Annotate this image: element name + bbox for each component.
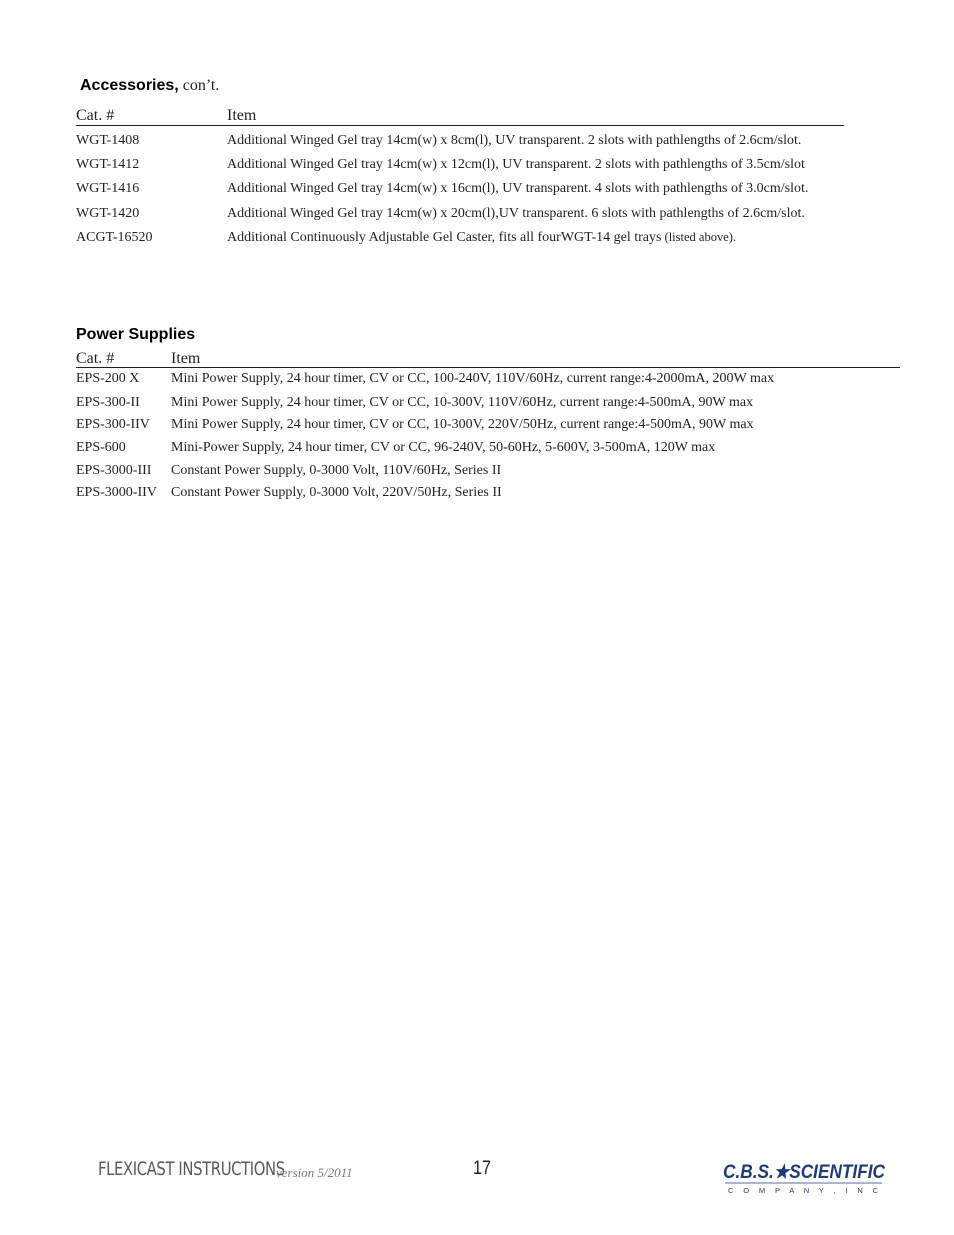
item-description: Additional Winged Gel tray 14cm(w) x 12cm(l), UV transparent. 2 slots with pathlengths of 3.5cm/slot	[227, 157, 805, 172]
accessories-item-header: Item	[227, 107, 257, 124]
item-description: Constant Power Supply, 0-3000 Volt, 220V/50Hz, Series II	[171, 485, 502, 500]
item-description: Mini Power Supply, 24 hour timer, CV or CC, 10-300V, 110V/60Hz, current range:4-500mA, 90W max	[171, 395, 754, 410]
item-description: Additional Winged Gel tray 14cm(w) x 20cm(l),UV transparent. 6 slots with pathlengths of 2.6cm/slot.	[227, 206, 805, 221]
cat-number: WGT-1416	[76, 181, 140, 196]
power-supplies-header-rule	[76, 367, 900, 368]
item-description	[227, 230, 736, 246]
cat-number: WGT-1420	[76, 206, 140, 221]
accessories-heading	[80, 77, 219, 95]
power-supplies-heading: Power Supplies	[76, 326, 196, 343]
cat-number: WGT-1408	[76, 133, 140, 148]
accessories-cat-header: Cat. #	[76, 107, 115, 124]
cat-number: EPS-3000-III	[76, 463, 152, 478]
cat-number: EPS-600	[76, 440, 126, 455]
company-logo	[722, 1158, 886, 1198]
power-supplies-item-header: Item	[171, 350, 201, 367]
page-number: 17	[473, 1158, 491, 1179]
cat-number: ACGT-16520	[76, 230, 153, 245]
footer-version: version 5/2011	[276, 1165, 353, 1180]
footer-title: FLEXICAST INSTRUCTIONS	[98, 1158, 285, 1180]
item-text: Additional Continuously Adjustable Gel Caster, fits all fourWGT-14 gel trays	[227, 230, 662, 245]
accessories-header-rule	[76, 125, 844, 126]
cat-number: EPS-300-II	[76, 395, 140, 410]
logo-text: C.B.S.★SCIENTIFIC	[723, 1162, 886, 1183]
item-description: Mini-Power Supply, 24 hour timer, CV or CC, 96-240V, 50-60Hz, 5-600V, 3-500mA, 120W max	[171, 440, 716, 455]
item-description: Mini Power Supply, 24 hour timer, CV or CC, 100-240V, 110V/60Hz, current range:4-2000mA, 200W max	[171, 371, 775, 386]
cat-number: WGT-1412	[76, 157, 140, 172]
item-note: (listed above).	[661, 230, 737, 244]
power-supplies-cat-header: Cat. #	[76, 350, 115, 367]
cat-number: EPS-3000-IIV	[76, 485, 157, 500]
accessories-title-suffix: con’t.	[178, 77, 220, 94]
accessories-title: Accessories,	[80, 77, 179, 94]
cat-number: EPS-300-IIV	[76, 417, 150, 432]
logo-subtext: C O M P A N Y , I N C	[728, 1186, 878, 1195]
cat-number: EPS-200 X	[76, 371, 140, 386]
item-description: Constant Power Supply, 0-3000 Volt, 110V/60Hz, Series II	[171, 463, 502, 478]
item-description: Additional Winged Gel tray 14cm(w) x 8cm(l), UV transparent. 2 slots with pathlengths of 2.6cm/slot.	[227, 133, 802, 148]
item-description: Mini Power Supply, 24 hour timer, CV or CC, 10-300V, 220V/50Hz, current range:4-500mA, 90W max	[171, 417, 754, 432]
item-description: Additional Winged Gel tray 14cm(w) x 16cm(l), UV transparent. 4 slots with pathlengths of 3.0cm/slot.	[227, 181, 809, 196]
